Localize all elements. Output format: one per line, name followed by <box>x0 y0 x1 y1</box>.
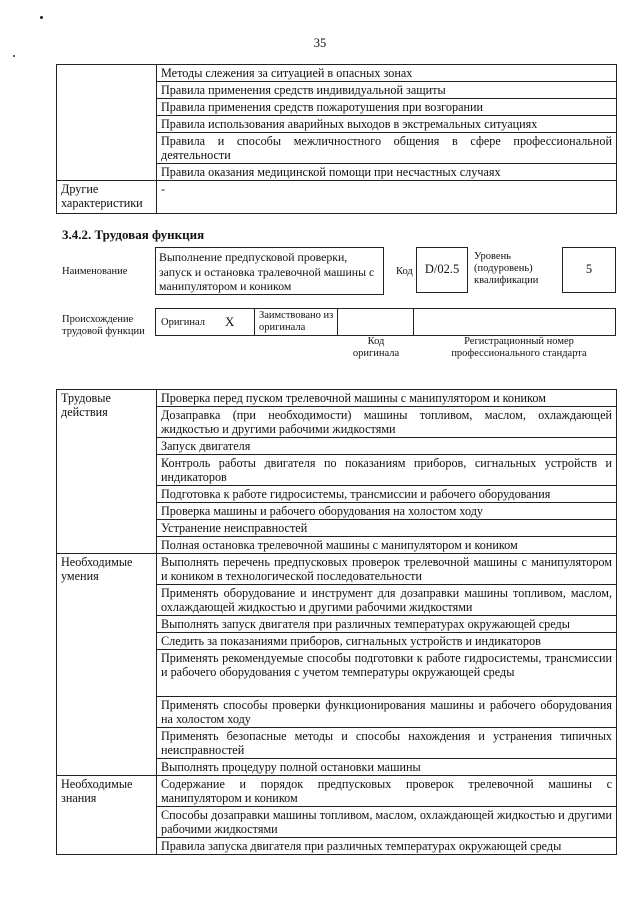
scan-speck <box>40 16 43 19</box>
table-row: Применять безопасные методы и способы нахождения и устранения типичных неисправностей <box>157 728 617 759</box>
code-original-cell <box>338 308 414 336</box>
scan-speck <box>13 55 15 57</box>
original-cell <box>155 308 255 336</box>
page-number: 35 <box>313 36 327 50</box>
table-row: Правила и способы межличностного общения в сфере профессиональной деятельности <box>157 133 617 164</box>
table-row: Проверка машины и рабочего оборудования на холостом ходу <box>157 503 617 520</box>
table-row: Правила применения средств пожаротушения при возгорании <box>157 99 617 116</box>
level-box <box>562 247 616 293</box>
level-value: 5 <box>585 262 593 276</box>
other-characteristics-value: - <box>157 181 617 214</box>
main-table <box>56 389 617 855</box>
table-row: Правила запуска двигателя при различных температурах окружающей среды <box>157 838 617 855</box>
name-label: Наименование <box>62 266 128 277</box>
table-row: Выполнять перечень предпусковых проверок трелевочной машины с манипулятором и коником в технологической последовательности <box>157 554 617 585</box>
table-row: Применять оборудование и инструмент для дозаправки машины топливом, маслом, охлаждающей жидкостью и другими рабочими жидкостями <box>157 585 617 616</box>
code-label: Код <box>396 266 413 277</box>
table-row: Методы слежения за ситуацией в опасных зонах <box>157 65 617 82</box>
table-row: Выполнять запуск двигателя при различных температурах окружающей среды <box>157 616 617 633</box>
code-box <box>416 247 468 293</box>
borrowed-label: Заимствовано из оригинала <box>259 310 334 333</box>
code-value: D/02.5 <box>424 262 460 276</box>
table-row: Запуск двигателя <box>157 438 617 455</box>
function-name-value: Выполнение предпусковой проверки, запуск и остановка тралевочной машины с манипулятором и коником <box>159 250 375 293</box>
table-row: Контроль работы двигателя по показаниям приборов, сигнальных устройств и индикаторов <box>157 455 617 486</box>
table-row: Правила использования аварийных выходов в экстремальных ситуациях <box>157 116 617 133</box>
table-row: Следить за показаниями приборов, сигнальных устройств и индикаторов <box>157 633 617 650</box>
original-label: Оригинал <box>161 317 205 328</box>
function-name-box <box>155 247 384 295</box>
table-row: Подготовка к работе гидросистемы, трансмиссии и рабочего оборудования <box>157 486 617 503</box>
required-skills-label: Необходимые умения <box>57 554 157 776</box>
table-row: Применять способы проверки функционирования машины и рабочего оборудования на холостом ходу <box>157 697 617 728</box>
table-row: Правила оказания медицинской помощи при несчастных случаях <box>157 164 617 181</box>
table-row: Проверка перед пуском трелевочной машины с манипулятором и коником <box>157 390 617 407</box>
top-table <box>56 64 617 214</box>
code-original-caption: Код оригинала <box>352 336 400 359</box>
section-title: 3.4.2. Трудовая функция <box>62 227 205 242</box>
original-mark: X <box>225 314 235 329</box>
table-row: Полная остановка трелевочной машины с манипулятором и коником <box>157 537 617 554</box>
origin-label: Происхождение трудовой функции <box>62 314 145 337</box>
table-row: Применять рекомендуемые способы подготовки к работе гидросистемы, трансмиссии и рабочего оборудования с учетом температуры окружающей среды <box>157 650 617 697</box>
empty-label-cell <box>57 65 157 181</box>
other-characteristics-label: Другие характеристики <box>57 181 157 214</box>
table-row: Устранение неисправностей <box>157 520 617 537</box>
required-knowledge-label: Необходимые знания <box>57 776 157 855</box>
table-row: Способы дозаправки машины топливом, маслом, охлаждающей жидкостью и другими рабочими жидкостями <box>157 807 617 838</box>
level-label: Уровень (подуровень) квалификации <box>474 251 539 286</box>
labor-actions-label: Трудовые действия <box>57 390 157 554</box>
registration-number-caption: Регистрационный номер профессионального стандарта <box>451 336 587 359</box>
borrowed-cell <box>255 308 338 336</box>
table-row: Правила применения средств индивидуальной защиты <box>157 82 617 99</box>
table-row: Выполнять процедуру полной остановки машины <box>157 759 617 776</box>
table-row: Дозаправка (при необходимости) машины топливом, маслом, охлаждающей жидкостью и другими рабочими жидкостями <box>157 407 617 438</box>
table-row: Содержание и порядок предпусковых проверок трелевочной машины с манипулятором и коником <box>157 776 617 807</box>
origin-boxes <box>155 308 616 336</box>
